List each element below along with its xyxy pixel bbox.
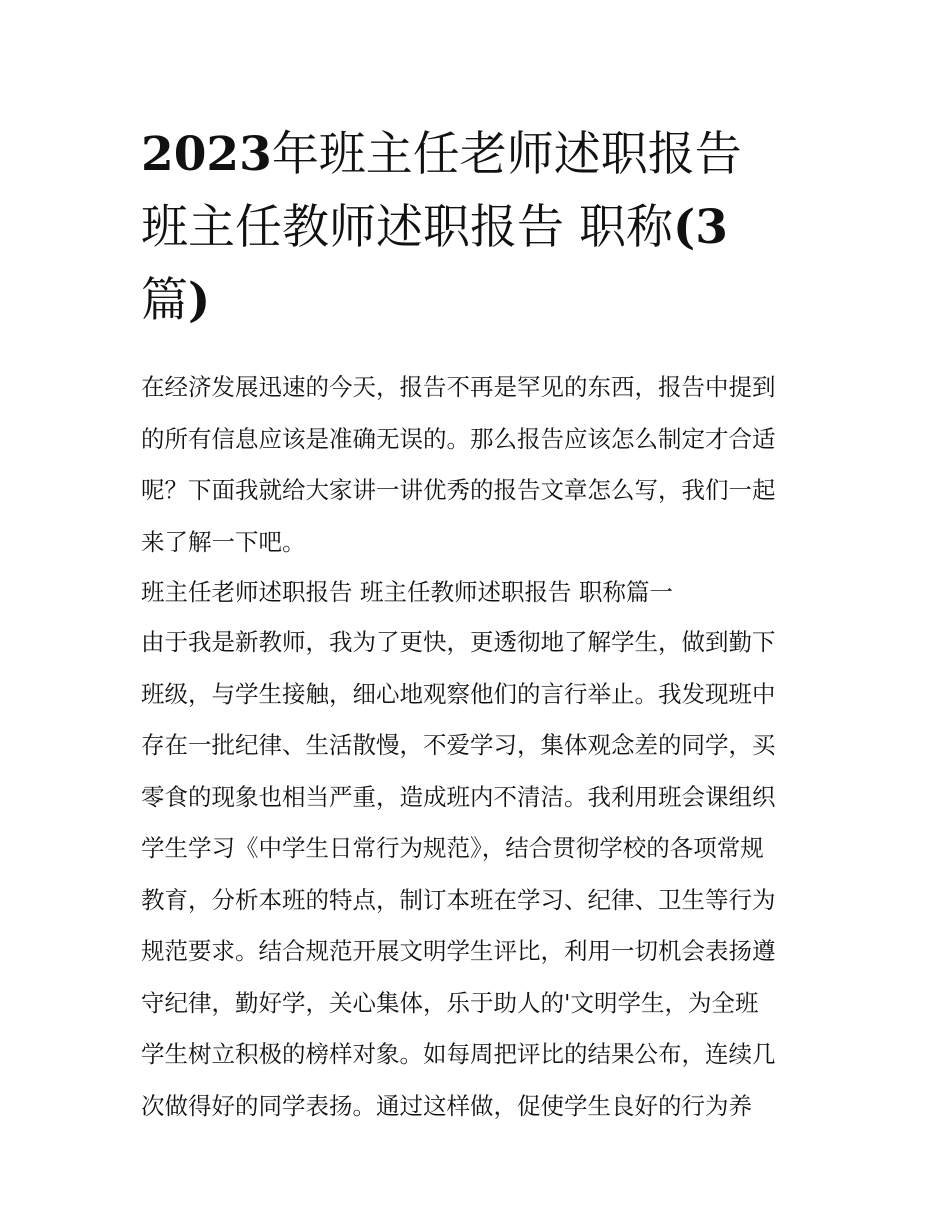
section-body-line: 守纪律，勤好学，关心集体，乐于助人的'文明学生，为全班 (141, 988, 759, 1017)
section-heading: 班主任老师述职报告 班主任教师述职报告 职称篇一 (141, 578, 673, 606)
title-line-3-text: 篇 (141, 273, 188, 328)
document-body (141, 362, 813, 1132)
title-line-1 (141, 118, 813, 191)
intro-line: 呢？下面我就给大家讲一讲优秀的报告文章怎么写，我们一起 (141, 476, 776, 504)
section-body-line: 由于我是新教师，我为了更快，更透彻地了解学生，做到勤下 (141, 628, 776, 656)
section-body-line: 学生树立积极的榜样对象。如每周把评比的结果公布，连续几 (141, 1040, 776, 1068)
section-body-line: 存在一批纪律、生活散慢，不爱学习，集体观念差的同学，买 (141, 731, 776, 759)
section-body-line: 规范要求。结合规范开展文明学生评比，利用一切机会表扬遵 (141, 937, 776, 965)
section-body-line: 班级，与学生接触，细心地观察他们的言行举止。我发现班中 (141, 679, 776, 708)
title-line-1-text: 年班主任老师述职报告 (271, 127, 742, 182)
intro-line: 来了解一下吧。 (141, 527, 306, 556)
title-line-2 (141, 191, 813, 264)
intro-line: 在经济发展迅速的今天，报告不再是罕见的东西，报告中提到 (141, 373, 776, 401)
section-body-line: 学生学习《中学生日常行为规范》，结合贯彻学校的各项常规 (141, 834, 764, 862)
title-year: 2023 (141, 127, 272, 182)
document-title (141, 118, 813, 337)
section-body-line: 零食的现象也相当严重，造成班内不清洁。我利用班会课组织 (141, 782, 776, 811)
intro-line: 的所有信息应该是准确无误的。那么报告应该怎么制定才合适 (141, 424, 776, 453)
title-line-2-text: 班主任教师述职报告 职称 (141, 200, 673, 255)
document-page (141, 118, 813, 1120)
section-body-line: 次做得好的同学表扬。通过这样做，促使学生良好的行为养 (141, 1091, 752, 1120)
title-count-close: ) (188, 273, 211, 328)
section-body-line: 教育，分析本班的特点，制订本班在学习、纪律、卫生等行为 (141, 885, 776, 914)
title-count-open: (3 (672, 200, 728, 255)
title-line-3 (141, 264, 813, 337)
